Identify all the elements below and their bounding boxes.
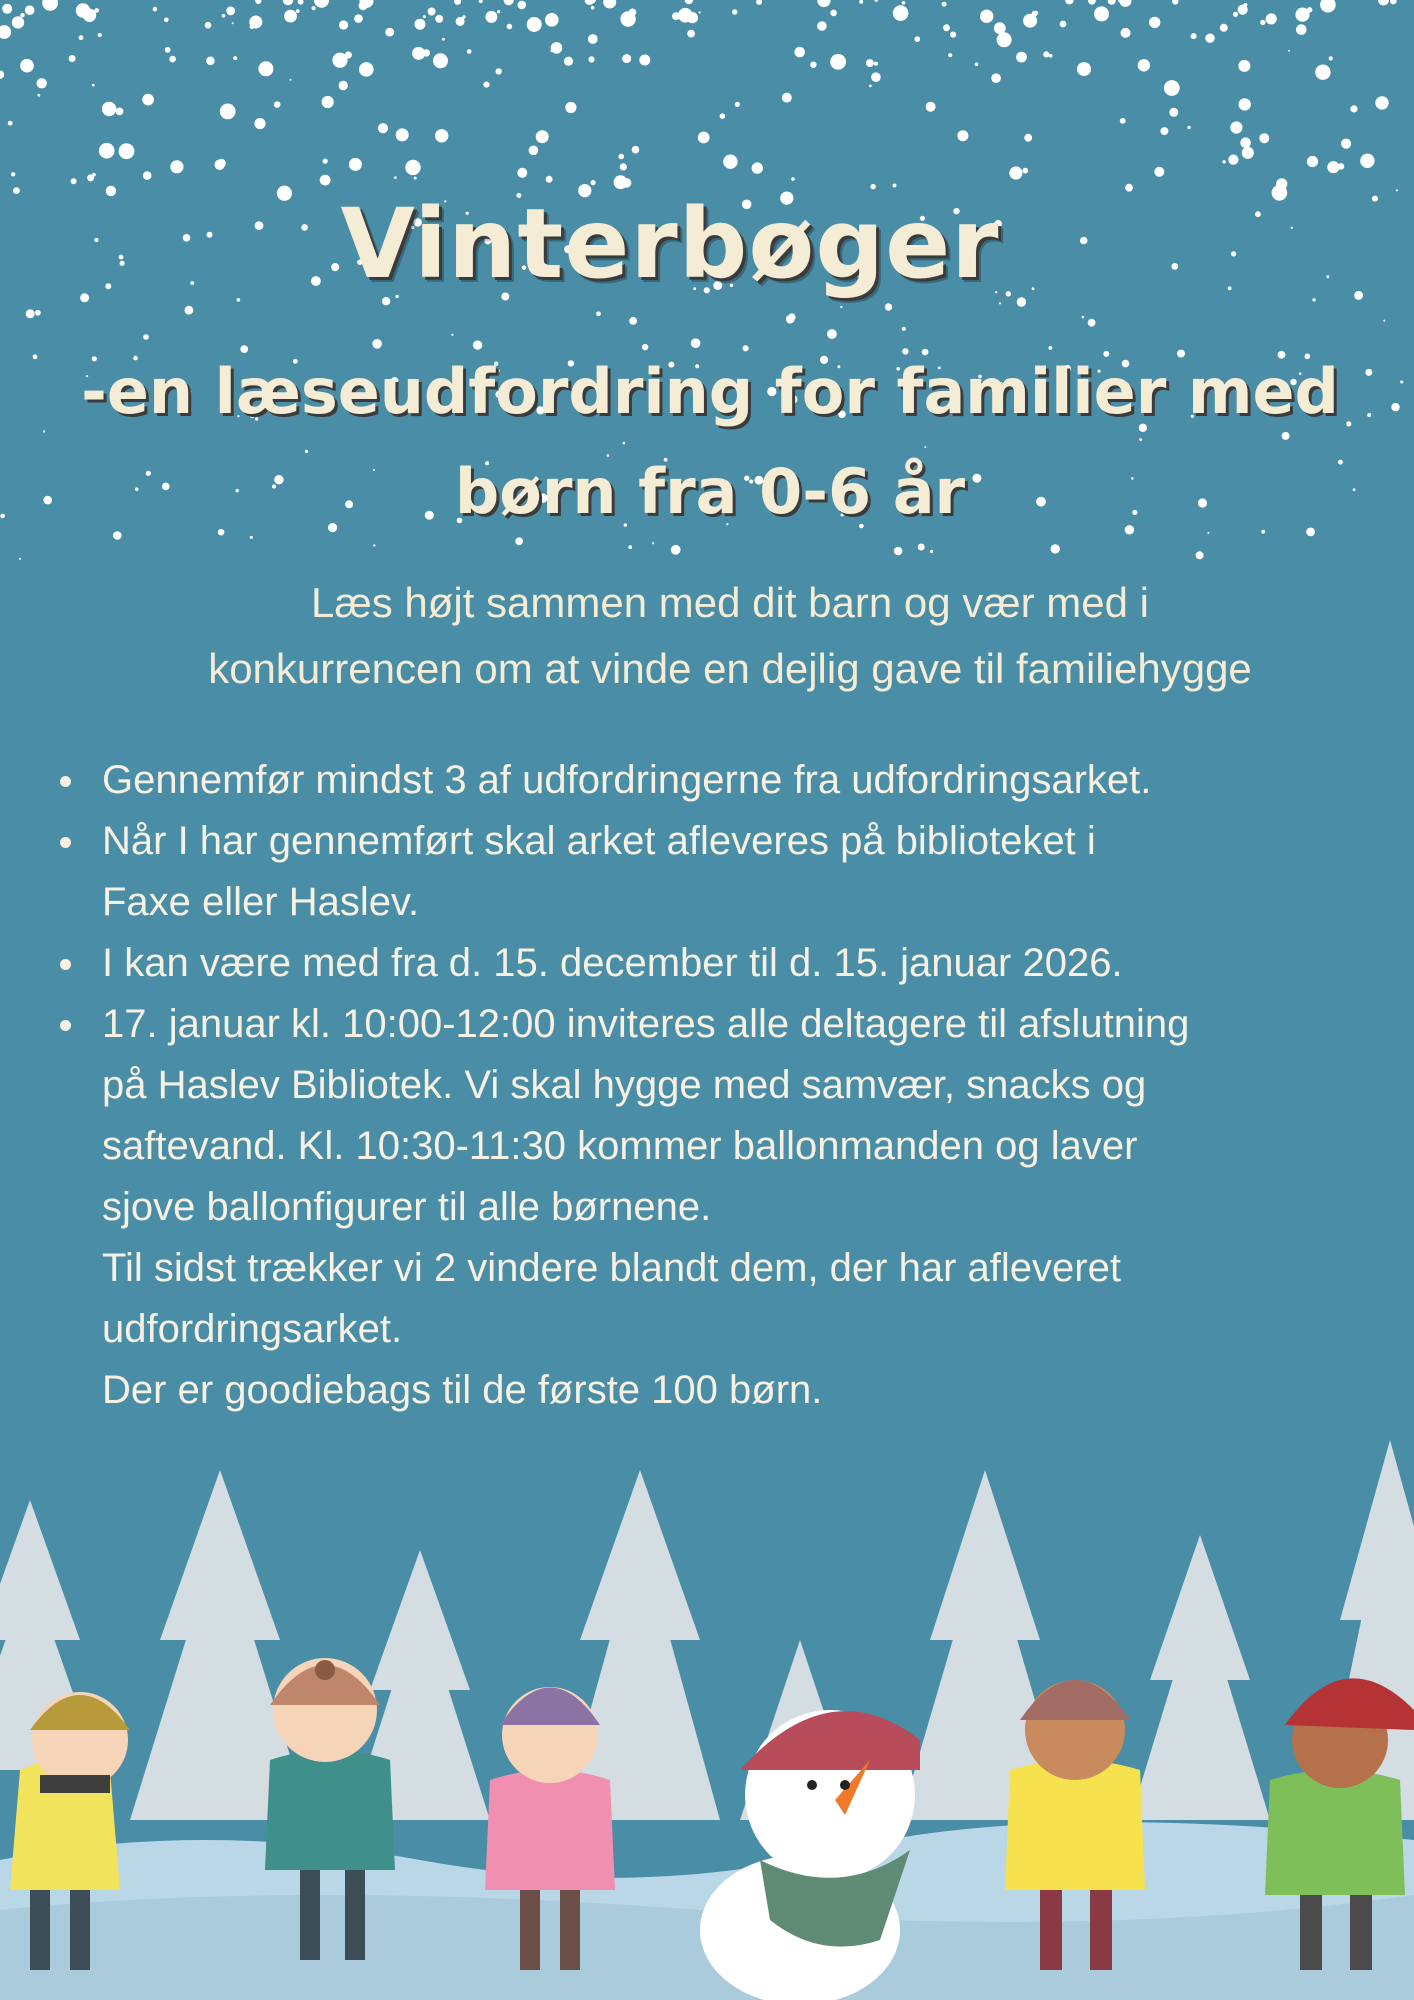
snowflake-icon (827, 329, 837, 339)
snowflake-icon (345, 51, 352, 58)
snowflake-icon (546, 176, 553, 183)
snowflake-icon (1172, 0, 1178, 5)
snowflake-icon (314, 0, 329, 8)
snowflake-icon (456, 17, 465, 26)
snowflake-icon (1077, 62, 1091, 76)
snowflake-icon (545, 13, 559, 27)
snowflake-icon (507, 24, 513, 30)
snowflake-icon (840, 306, 842, 308)
snowflake-icon (752, 162, 763, 173)
snowflake-icon (255, 0, 261, 4)
snowflake-icon (1065, 0, 1073, 4)
snowflake-icon (284, 10, 297, 23)
snowflake-icon (1341, 139, 1351, 149)
snowflake-icon (467, 49, 472, 54)
rule-line: Faxe eller Haslev. (102, 880, 420, 924)
snowflake-icon (19, 558, 21, 560)
snowflake-icon (496, 68, 502, 74)
snowflake-icon (685, 0, 693, 4)
snowflake-icon (639, 55, 650, 66)
snowflake-icon (830, 10, 837, 17)
snowflake-icon (339, 81, 348, 90)
snowflake-icon (902, 1, 906, 5)
snowflake-icon (0, 25, 11, 39)
snowflake-icon (529, 146, 539, 156)
snowflake-icon (385, 28, 394, 37)
snowflake-icon (603, 0, 616, 9)
snowflake-icon (143, 171, 152, 180)
snowflake-icon (1088, 319, 1096, 327)
rule-line: sjove ballonfigurer til alle børnene. (102, 1185, 712, 1229)
snowflake-icon (671, 545, 681, 555)
snowflake-icon (869, 85, 872, 88)
intro-line: Læs højt sammen med dit barn og vær med i (311, 579, 1149, 626)
snowflake-icon (1400, 381, 1403, 384)
snowflake-icon (1295, 8, 1309, 22)
snowflake-icon (527, 17, 542, 32)
snowflake-icon (830, 54, 846, 70)
snowflake-icon (1164, 80, 1180, 96)
snowflake-icon (1244, 3, 1248, 7)
snowflake-icon (1350, 105, 1357, 112)
snowflake-icon (454, 0, 461, 5)
snowflake-icon (1390, 0, 1397, 4)
bullet-dot (60, 837, 71, 848)
snowflake-icon (142, 94, 154, 106)
snowflake-icon (483, 82, 489, 88)
snowflake-icon (1239, 98, 1251, 110)
snowflake-icon (723, 155, 737, 169)
intro-text (60, 570, 1400, 702)
snowflake-icon (1372, 196, 1378, 202)
snowflake-icon (720, 113, 726, 119)
rule-line: Gennemfør mindst 3 af udfordringerne fra udfordringsarket. (102, 758, 1152, 802)
snowflake-icon (732, 9, 737, 14)
snowflake-icon (894, 547, 903, 556)
snowflake-icon (536, 130, 549, 143)
snowflake-icon (164, 18, 169, 23)
snowflake-icon (1187, 126, 1190, 129)
snowflake-icon (1094, 6, 1109, 21)
snowflake-icon (1375, 96, 1388, 109)
snowflake-icon (232, 22, 234, 24)
snowflake-icon (12, 16, 24, 28)
snowflake-icon (735, 102, 740, 107)
snowflake-icon (1396, 189, 1398, 191)
snowflake-icon (69, 55, 76, 62)
rules-list (52, 750, 1392, 1421)
snowflake-icon (153, 7, 158, 12)
snowflake-icon (1238, 60, 1250, 72)
snowflake-icon (791, 177, 795, 181)
rule-line: på Haslev Bibliotek. Vi skal hygge med samvær, snacks og (102, 1063, 1147, 1107)
snowflake-icon (1365, 369, 1372, 376)
rule-line: Til sidst trækker vi 2 vindere blandt dem, der har afleveret (102, 1246, 1121, 1290)
snowflake-icon (893, 5, 909, 21)
snowflake-icon (373, 544, 375, 546)
snowflake-icon (1240, 137, 1251, 148)
snowflake-icon (596, 311, 601, 316)
snowflake-icon (1383, 320, 1385, 322)
snowflake-icon (915, 36, 921, 42)
snowflake-icon (950, 31, 956, 37)
snowflake-icon (999, 302, 1001, 304)
snowflake-icon (902, 327, 906, 331)
snowflake-icon (1338, 163, 1345, 170)
rule-line: Der er goodiebags til de første 100 børn. (102, 1368, 823, 1412)
snowflake-icon (588, 56, 594, 62)
snowflake-icon (1121, 28, 1131, 38)
snowflake-icon (1196, 551, 1204, 559)
snowflake-icon (433, 53, 448, 68)
snowflake-icon (258, 61, 273, 76)
snowflake-icon (687, 30, 695, 38)
snowflake-icon (0, 514, 5, 519)
snowflake-icon (451, 334, 453, 336)
snowflake-icon (296, 9, 300, 13)
snowflake-icon (817, 21, 827, 31)
snowflake-icon (394, 176, 397, 179)
snowflake-icon (250, 25, 255, 30)
snowflake-icon (622, 54, 631, 63)
snowflake-icon (517, 168, 527, 178)
snowflake-icon (942, 2, 947, 7)
snowflake-icon (378, 123, 388, 133)
snowflake-icon (283, 0, 294, 5)
rule-line: Når I har gennemført skal arket afleveres på biblioteket i (102, 819, 1096, 863)
snowflake-icon (165, 47, 171, 53)
snowflake-icon (11, 172, 15, 176)
snowflake-icon (428, 8, 436, 16)
snowflake-icon (1060, 21, 1067, 28)
snowflake-icon (810, 61, 816, 67)
snowflake-icon (565, 102, 576, 113)
snowflake-icon (1009, 166, 1022, 179)
snowflake-icon (794, 47, 805, 58)
snowflake-icon (629, 9, 636, 16)
snowflake-icon (485, 11, 497, 23)
snowflake-icon (1354, 291, 1363, 300)
snowflake-icon (628, 545, 632, 549)
snowflake-icon (38, 94, 41, 97)
snowflake-icon (0, 71, 4, 79)
snowflake-icon (957, 130, 968, 141)
snowflake-icon (1169, 108, 1178, 117)
snowflake-icon (564, 57, 573, 66)
snowflake-icon (254, 118, 265, 129)
snowflake-icon (632, 146, 640, 154)
snowflake-icon (1315, 65, 1330, 80)
snowflake-icon (1082, 316, 1085, 319)
bullet-dot (60, 959, 71, 970)
snowflake-icon (1154, 167, 1164, 177)
snowflake-icon (817, 0, 830, 7)
snowflake-icon (926, 102, 936, 112)
snowflake-icon (893, 184, 897, 188)
snowflake-icon (1329, 56, 1333, 60)
snowflake-icon (25, 5, 35, 15)
snowflake-icon (756, 0, 762, 5)
snowflake-icon (442, 38, 445, 41)
snowflake-icon (274, 101, 281, 108)
snowflake-icon (76, 3, 90, 17)
snowflake-icon (1320, 0, 1336, 13)
rule-item (52, 994, 1392, 1421)
snowflake-icon (885, 303, 892, 310)
snowflake-icon (116, 108, 124, 116)
snowflake-icon (1230, 121, 1242, 133)
snowflake-icon (698, 132, 710, 144)
snowflake-icon (1242, 147, 1254, 159)
snowflake-icon (349, 158, 362, 171)
snowflake-icon (35, 310, 41, 316)
snowflake-icon (1088, 0, 1096, 5)
subtitle-line: børn fra 0-6 år (454, 455, 966, 528)
snowflake-icon (320, 175, 331, 186)
snowflake-icon (143, 334, 149, 340)
winter-scene-illustration (0, 1440, 1414, 2000)
snowflake-icon (782, 93, 792, 103)
snowflake-icon (43, 496, 52, 505)
snowflake-icon (2, 4, 12, 14)
snowflake-icon (323, 159, 328, 164)
poster-title: Vinterbøger (340, 188, 1000, 300)
snowflake-icon (620, 163, 627, 170)
snowflake-icon (20, 13, 24, 17)
snowflake-icon (618, 154, 624, 160)
snowflake-icon (997, 32, 1012, 47)
rule-item (52, 933, 1392, 994)
snowflake-icon (435, 129, 448, 142)
intro-line: konkurrencen om at vinde en dejlig gave til familiehygge (208, 645, 1252, 692)
snowflake-icon (1259, 133, 1269, 143)
snowflake-icon (359, 62, 374, 77)
snowman-icon (700, 1710, 920, 2000)
rule-item (52, 811, 1392, 933)
bullet-dot (60, 1020, 71, 1031)
snowflake-icon (290, 79, 292, 81)
snowflake-icon (1220, 24, 1228, 32)
snowflake-icon (859, 0, 863, 4)
snowflake-icon (591, 180, 596, 185)
rule-line: udfordringsarket. (102, 1307, 403, 1351)
snowflake-icon (629, 317, 637, 325)
snowflake-icon (622, 178, 632, 188)
snowflake-icon (405, 160, 420, 175)
snowflake-icon (220, 104, 236, 120)
snowflake-icon (71, 178, 77, 184)
snowflake-icon (1138, 59, 1150, 71)
snowflake-icon (99, 143, 115, 159)
snowflake-icon (1191, 33, 1197, 39)
snowflake-icon (497, 10, 500, 13)
snowflake-icon (866, 59, 874, 67)
snowflake-icon (591, 6, 595, 10)
snowflake-icon (918, 544, 925, 551)
snowflake-icon (588, 34, 598, 44)
snowflake-icon (687, 12, 698, 23)
snowflake-icon (980, 10, 993, 23)
rule-line: 17. januar kl. 10:00-12:00 inviteres alle deltagere til afslutning (102, 1002, 1190, 1046)
snowflake-icon (1233, 12, 1238, 17)
snowflake-icon (423, 15, 426, 18)
snowflake-icon (479, 0, 483, 3)
snowflake-icon (92, 173, 96, 177)
snowflake-icon (1296, 24, 1307, 35)
bullet-dot (60, 776, 71, 787)
snowflake-icon (551, 42, 563, 54)
snowflake-icon (119, 143, 135, 159)
snowflake-icon (652, 542, 654, 544)
snowflake-icon (1288, 50, 1290, 52)
snowflake-icon (1360, 154, 1374, 168)
snowflake-icon (788, 313, 796, 321)
snowflake-icon (698, 11, 700, 13)
snowflake-icon (20, 59, 34, 73)
snowflake-icon (1327, 161, 1339, 173)
snowflake-icon (943, 24, 950, 31)
snowflake-icon (92, 84, 95, 87)
snowflake-icon (1108, 0, 1116, 5)
snowflake-icon (226, 6, 235, 15)
snowflake-icon (169, 56, 176, 63)
snowflake-icon (1022, 168, 1028, 174)
snowflake-icon (1266, 13, 1277, 24)
snowflake-icon (1307, 156, 1318, 167)
snowflake-icon (185, 306, 194, 315)
snowflake-icon (414, 177, 417, 180)
snowflake-icon (205, 22, 212, 29)
snowflake-icon (1032, 11, 1038, 17)
snowflake-icon (322, 96, 334, 108)
snowflake-icon (1120, 118, 1126, 124)
snowflake-icon (1391, 403, 1399, 411)
snowflake-icon (43, 430, 45, 432)
snowflake-icon (624, 16, 626, 18)
snowflake-icon (1228, 155, 1238, 165)
snowflake-icon (1043, 51, 1049, 57)
snowflake-icon (874, 62, 878, 66)
snowflake-icon (930, 550, 933, 553)
snowflake-icon (1222, 160, 1225, 163)
snowflake-icon (871, 72, 881, 82)
snowflake-icon (1260, 20, 1265, 25)
snowflake-icon (435, 15, 443, 23)
snowflake-icon (79, 35, 84, 40)
snowflake-icon (215, 160, 225, 170)
snowflake-icon (1205, 34, 1214, 43)
snowflake-icon (206, 57, 215, 66)
poster-subtitle (60, 342, 1360, 542)
snowflake-icon (1024, 134, 1032, 142)
snowflake-icon (222, 14, 226, 18)
snowflake-icon (312, 6, 316, 10)
snowflake-icon (991, 73, 1001, 83)
snowflake-icon (504, 0, 514, 5)
snowflake-icon (1016, 52, 1027, 63)
snowflake-icon (102, 102, 116, 116)
snowflake-icon (1367, 413, 1371, 417)
snowflake-icon (518, 1, 527, 10)
snowflake-icon (423, 49, 430, 56)
snowflake-icon (8, 121, 13, 126)
snowflake-icon (874, 0, 877, 2)
snowflake-icon (396, 128, 409, 141)
snowflake-icon (298, 0, 304, 5)
snowflake-icon (26, 309, 35, 318)
snowflake-icon (948, 53, 952, 57)
snowflake-icon (98, 33, 102, 37)
snowflake-icon (415, 19, 426, 30)
snowflake-icon (42, 0, 58, 11)
snowflake-icon (37, 78, 47, 88)
pine-tree-icon (0, 1440, 1414, 1820)
rule-line: saftevand. Kl. 10:30-11:30 kommer ballonmanden og laver (102, 1124, 1138, 1168)
subtitle-line: -en læseudfordring for familier med (81, 355, 1339, 428)
snowflake-icon (1149, 17, 1160, 28)
snowflake-icon (33, 354, 38, 359)
rule-item (52, 750, 1392, 811)
snowflake-icon (1378, 0, 1389, 6)
snowflake-icon (354, 14, 363, 23)
snowflake-icon (550, 50, 552, 52)
snowflake-icon (170, 160, 183, 173)
snowflake-icon (1160, 127, 1168, 135)
snowflake-icon (233, 56, 237, 60)
rule-line: I kan være med fra d. 15. december til d. 15. januar 2026. (102, 941, 1123, 985)
snowflake-icon (975, 62, 979, 66)
snowflake-icon (1119, 0, 1131, 7)
snowflake-icon (339, 20, 348, 29)
snowflake-icon (1051, 544, 1060, 553)
